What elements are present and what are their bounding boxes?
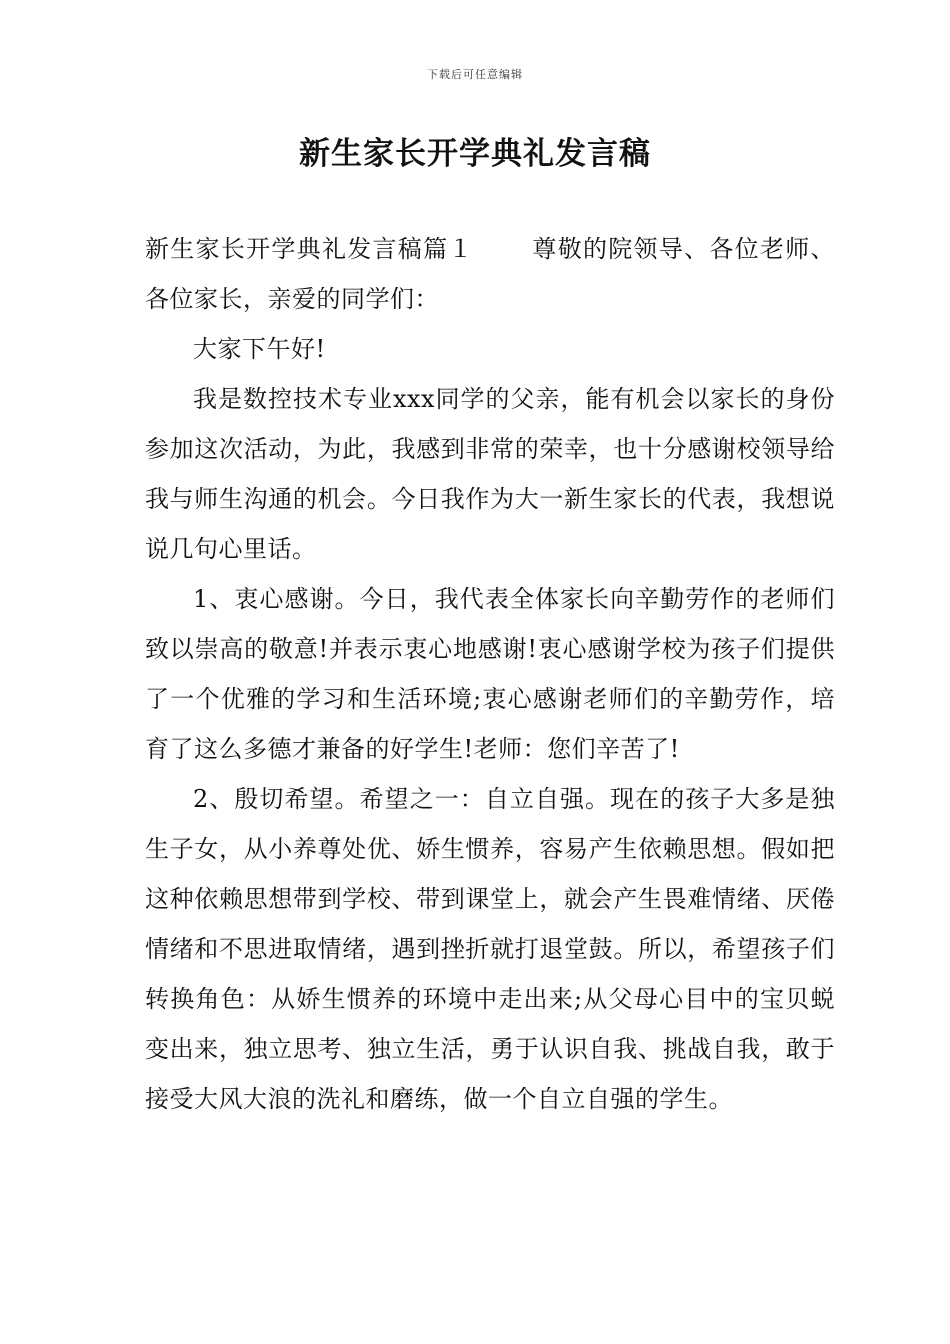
paragraph-self-intro: 我是数控技术专业xxx同学的父亲，能有机会以家长的身份参加这次活动，为此，我感到非常的荣幸，也十分感谢校领导给我与师生沟通的机会。今日我作为大一新生家长的代表，我想说说几句心里话。 (145, 385, 835, 563)
document-body (145, 224, 835, 1124)
salutation: 尊敬的院领导、各位老师、各位家长，亲爱的同学们： (145, 235, 835, 313)
paragraph-hopes: 2、殷切希望。希望之一：自立自强。现在的孩子大多是独生子女，从小养尊处优、娇生惯养，容易产生依赖思想。假如把这种依赖思想带到学校、带到课堂上，就会产生畏难情绪、厌倦情绪和不思进取情绪，遇到挫折就打退堂鼓。所以，希望孩子们转换角色：从娇生惯养的环境中走出来;从父母心目中的宝贝蜕变出来，独立思考、独立生活，勇于认识自我、挑战自我，敢于接受大风大浪的洗礼和磨练，做一个自立自强的学生。 (145, 785, 835, 1113)
intro-paragraph (145, 224, 835, 324)
paragraph-thanks: 1、衷心感谢。今日，我代表全体家长向辛勤劳作的老师们致以崇高的敬意!并表示衷心地感谢!衷心感谢学校为孩子们提供了一个优雅的学习和生活环境;衷心感谢老师们的辛勤劳作，培育了这么多德才兼备的好学生!老师：您们辛苦了! (145, 585, 835, 763)
intro-label: 新生家长开学典礼发言稿篇１ (145, 235, 474, 263)
paragraph-greeting: 大家下午好! (193, 335, 326, 363)
document-title: 新生家长开学典礼发言稿 (299, 136, 651, 172)
header-note: 下载后可任意编辑 (427, 68, 523, 81)
